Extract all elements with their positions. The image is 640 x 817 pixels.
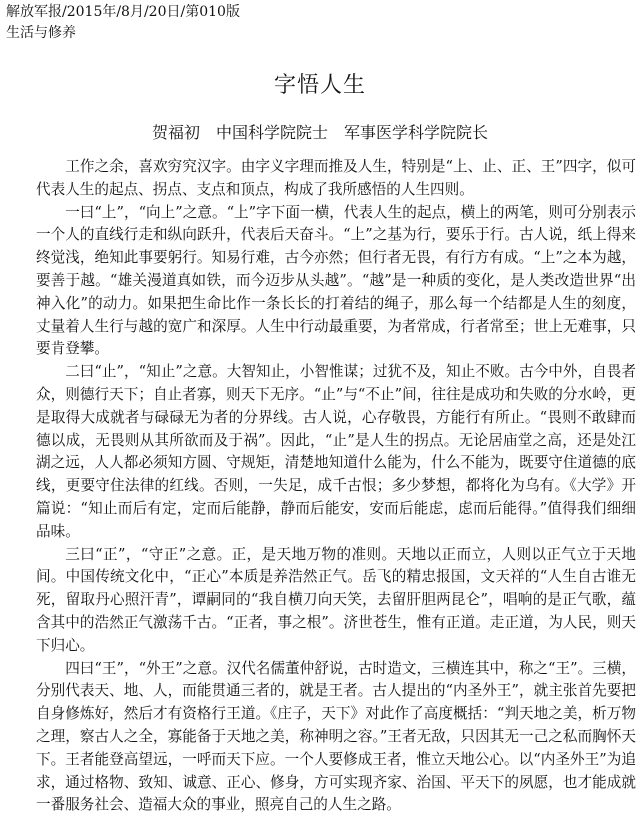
column-name: 生活与修养 xyxy=(6,25,76,41)
article-body xyxy=(36,156,636,817)
paragraph-shang: 一曰“上”，“向上”之意。“上”字下面一横，代表人生的起点，横上的两笔，则可分别表示一个人的直线行走和纵向跃升，代表后天奋斗。“上”之基为行，要乐于行。古人说，纸上得来终觉浅，绝知此事要躬行。知易行难，古今亦然；但行者无畏，有行方有成。“上”之本为越，要善于越。“雄关漫道真如铁，而今迈步从头越”。“越”是一种质的变化，是人类改造世界“出神入化”的动力。如果把生命比作一条长长的打着结的绳子，那么每一个结都是人生的刻度，丈量着人生行与越的宽广和深厚。人生中行动最重要，为者常成，行者常至；世上无难事，只要肯登攀。 xyxy=(36,203,636,358)
publication-line: 解放军报/2015年/8月/20日/第010版 xyxy=(6,4,240,20)
paragraph-intro: 工作之余，喜欢穷究汉字。由字义字理而推及人生，特别是“上、止、正、王”四字，似可代表人生的起点、拐点、支点和顶点，构成了我所感悟的人生四则。 xyxy=(36,158,636,198)
paragraph-wang: 四曰“王”，“外王”之意。汉代名儒董仲舒说，古时造文，三横连其中，称之“王”。三横，分别代表天、地、人，而能贯通三者的，就是王者。古人提出的“内圣外王”，就主张首先要把自身修炼好，然后才有资格行王道。《庄子，天下》对此作了高度概括：“判天地之美，析万物之理，察古人之全，寡能备于天地之美，称神明之容。”王者无敌，只因其无一己之私而胸怀天下。王者能登高望远，一呼而天下应。一个人要修成王者，惟立天地公心。以“内圣外王”为追求，通过格物、致知、诚意、正心、修身，方可实现齐家、治国、平天下的夙愿，也才能成就一番服务社会、造福大众的事业，照亮自己的人生之路。 xyxy=(36,659,636,814)
paragraph-zheng: 三曰“正”，“守正”之意。正，是天地万物的准则。天地以正而立，人则以正气立于天地间。中国传统文化中，“正心”本质是养浩然正气。岳飞的精忠报国，文天祥的“人生自古谁无死，留取丹心照汗青”，谭嗣同的“我自横刀向天笑，去留肝胆两昆仑”，唱响的是正气歌，蕴含其中的浩然正气激荡千古。“正者，事之根”。济世苍生，惟有正道。走正道，为人民，则天下归心。 xyxy=(36,545,636,654)
article-byline: 贺福初 中国科学院院士 军事医学科学院院长 xyxy=(151,123,488,142)
article-title: 字悟人生 xyxy=(273,73,366,98)
newspaper-header xyxy=(6,2,240,44)
paragraph-zhi: 二曰“止”，“知止”之意。大智知止，小智惟谋；过犹不及，知止不败。古今中外，自畏者众，则德行天下；自止者寡，则天下无序。“止”与“不止”间，往往是成功和失败的分水岭，更是取得大成就者与碌碌无为者的分界线。古人说，心存敬畏，方能行有所止。“畏则不敢肆而德以成，无畏则从其所欲而及于祸”。因此，“止”是人生的拐点。无论居庙堂之高，还是处江湖之远，人人都必须知方圆、守规矩，清楚地知道什么能为，什么不能为，既要守住道德的底线，更要守住法律的红线。否则，一失足，成千古恨；多少梦想，都将化为乌有。《大学》开篇说：“知止而后有定，定而后能静，静而后能安，安而后能虑，虑而后能得。”值得我们细细品味。 xyxy=(36,363,636,540)
